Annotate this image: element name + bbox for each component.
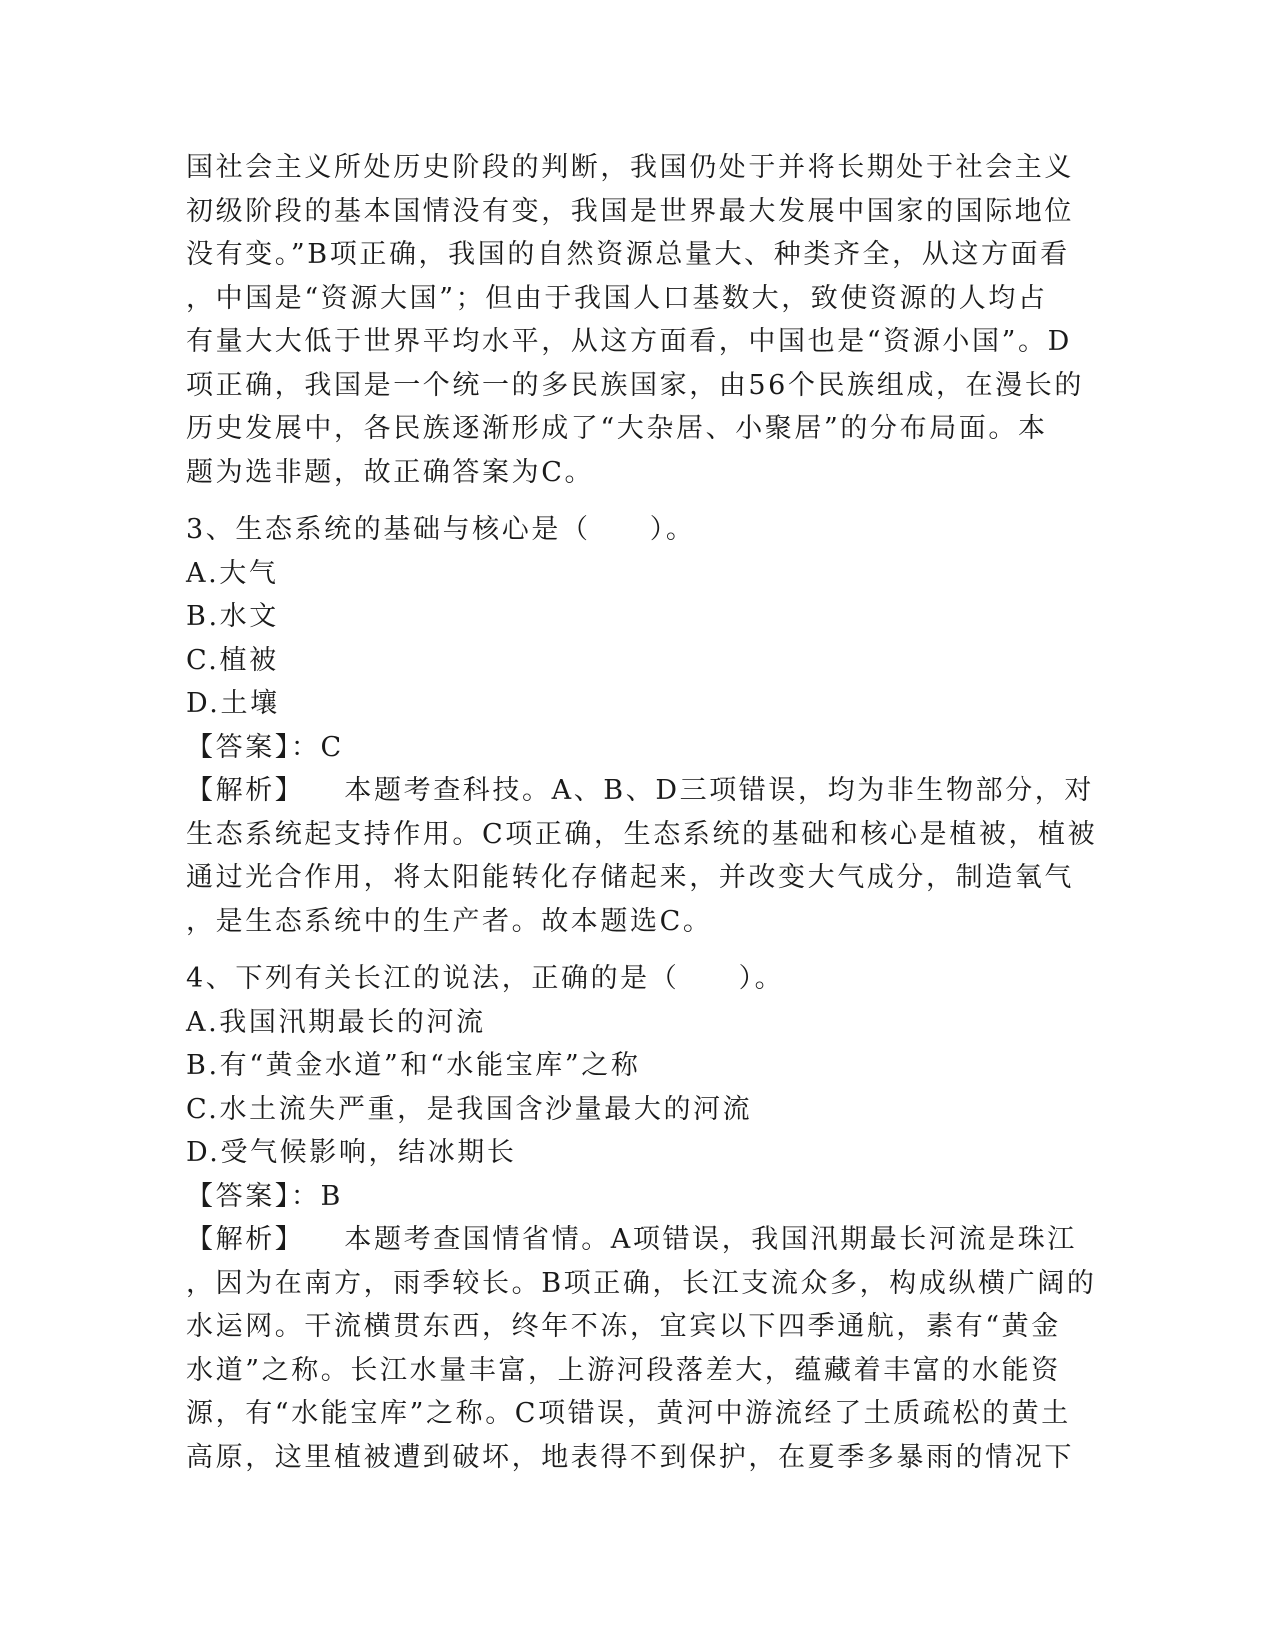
document-page: [186, 146, 1098, 1479]
text-line: 高原，这里植被遭到破坏，地表得不到保护，在夏季多暴雨的情况下: [186, 1441, 1074, 1473]
text-line: 有量大大低于世界平均水平，从这方面看，中国也是“资源小国”。D: [186, 326, 1072, 357]
analysis-line: [186, 769, 1094, 813]
analysis-text: 本题考查国情省情。A项错误，我国汛期最长河流是珠江: [344, 1224, 1077, 1255]
text-line: ，因为在南方，雨季较长。B项正确，长江支流众多，构成纵横广阔的: [186, 1267, 1097, 1299]
text-line: 历史发展中，各民族逐渐形成了“大杂居、小聚居”的分布局面。本: [186, 413, 1048, 444]
option-b: B.有“黄金水道”和“水能宝库”之称: [186, 1050, 641, 1081]
question-3: [186, 508, 1098, 943]
option-c: C.水土流失严重，是我国含沙量最大的河流: [186, 1093, 753, 1125]
previous-analysis-continuation: [186, 146, 1086, 494]
option-b: B.水文: [186, 601, 279, 632]
text-line: 没有变。”B项正确，我国的自然资源总量大、种类齐全，从这方面看: [186, 239, 1070, 270]
answer-value: C: [320, 731, 344, 763]
text-line: ，中国是“资源大国”；但由于我国人口基数大，致使资源的人均占: [186, 282, 1048, 314]
question-4: [186, 957, 1097, 1479]
option-d: D.土壤: [186, 688, 280, 719]
text-line: 源，有“水能宝库”之称。C项错误，黄河中游流经了土质疏松的黄土: [186, 1398, 1071, 1429]
text-line: 项正确，我国是一个统一的多民族国家，由56个民族组成，在漫长的: [186, 369, 1084, 401]
answer-label: 【答案】：: [186, 1180, 321, 1212]
question-stem: 4、下列有关长江的说法，正确的是（ ）。: [186, 963, 785, 994]
text-line: 题为选非题，故正确答案为C。: [186, 456, 595, 488]
answer-value: B: [320, 1180, 343, 1212]
option-c: C.植被: [186, 644, 279, 676]
text-line: 通过光合作用，将太阳能转化存储起来，并改变大气成分，制造氧气: [186, 862, 1074, 893]
text-line: ，是生态系统中的生产者。故本题选C。: [186, 905, 713, 937]
answer-label: 【答案】：: [186, 731, 321, 763]
analysis-label: 【解析】: [186, 775, 305, 806]
option-a: A.大气: [186, 557, 279, 589]
analysis-text: 本题考查科技。A、B、D三项错误，均为非生物部分，对: [344, 775, 1094, 806]
text-line: 水道”之称。长江水量丰富，上游河段落差大，蕴藏着丰富的水能资: [186, 1354, 1061, 1386]
question-stem: 3、生态系统的基础与核心是（ ）。: [186, 514, 696, 545]
analysis-label: 【解析】: [186, 1224, 305, 1255]
answer-line: [186, 726, 1086, 770]
option-a: A.我国汛期最长的河流: [186, 1006, 486, 1038]
text-line: 生态系统起支持作用。C项正确，生态系统的基础和核心是植被，植被: [186, 818, 1098, 850]
answer-line: [186, 1175, 1086, 1219]
text-line: 国社会主义所处历史阶段的判断，我国仍处于并将长期处于社会主义: [186, 152, 1074, 183]
option-d: D.受气候影响，结冰期长: [186, 1137, 517, 1168]
text-line: 初级阶段的基本国情没有变，我国是世界最大发展中国家的国际地位: [186, 195, 1074, 227]
text-line: 水运网。干流横贯东西，终年不冻，宜宾以下四季通航，素有“黄金: [186, 1311, 1061, 1342]
analysis-line: [186, 1218, 1086, 1262]
